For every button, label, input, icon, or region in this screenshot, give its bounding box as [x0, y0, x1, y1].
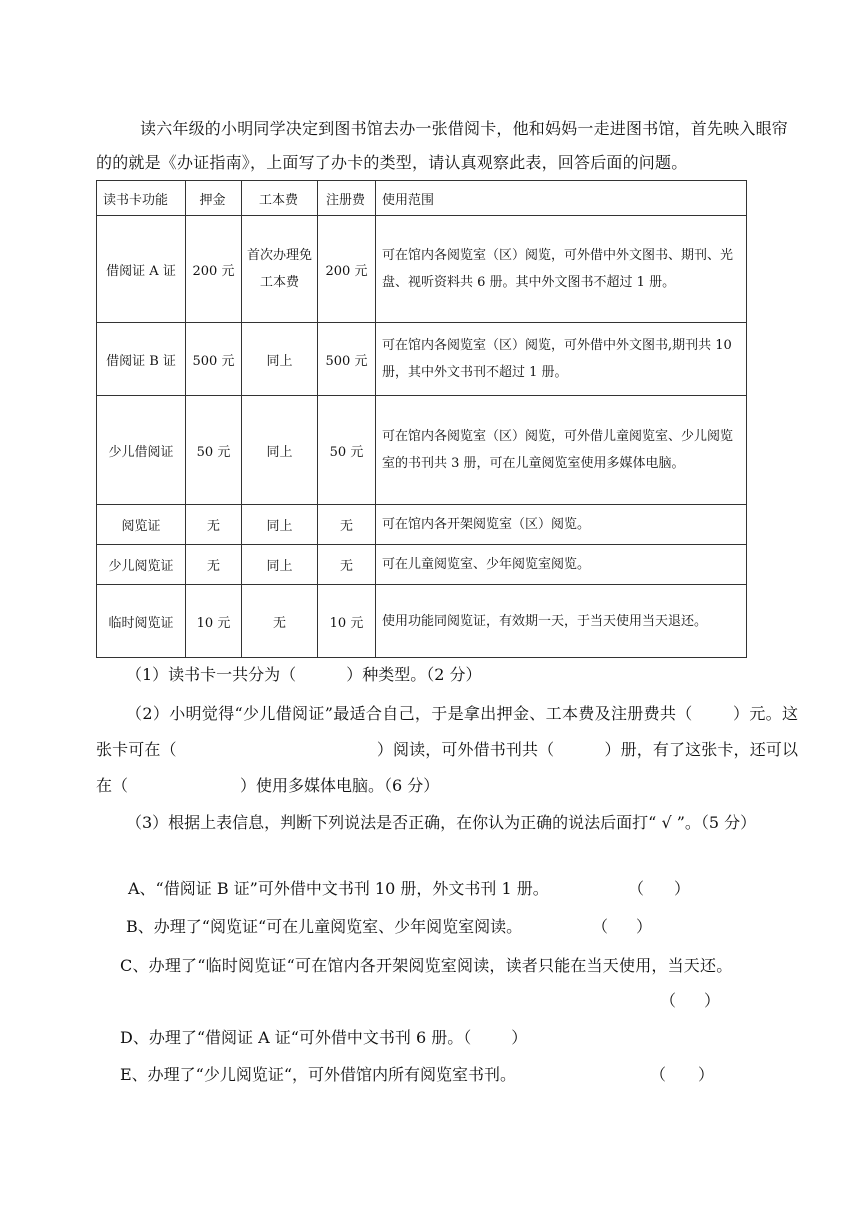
deposit-cell: 200 元: [186, 216, 242, 323]
registration-fee-cell: 无: [318, 545, 376, 585]
option-e-text: E、办理了“少儿阅览证“，可外借馆内所有阅览室书刊。: [120, 1065, 517, 1084]
question-1-text-a: （1）读书卡一共分为（: [126, 665, 297, 684]
usage-scope-cell: 可在馆内各阅览室（区）阅览，可外借儿童阅览室、少儿阅览室的书刊共 3 册，可在儿童阅览室使用多媒体电脑。: [376, 396, 747, 505]
table-row: [97, 323, 747, 396]
option-a-text: A、“借阅证 B 证”可外借中文书刊 10 册，外文书刊 1 册。: [128, 879, 549, 898]
question-2: [96, 696, 798, 804]
question-2-text-b: ）元。这张卡可在（: [96, 704, 798, 759]
card-type-cell: 临时阅览证: [97, 585, 186, 658]
question-2-text-e: ）使用多媒体电脑。（6 分）: [240, 776, 440, 795]
paren-open: （: [628, 879, 645, 898]
option-b: [126, 910, 522, 944]
card-type-cell: 借阅证 A 证: [97, 216, 186, 323]
card-type-cell: 少儿阅览证: [97, 545, 186, 585]
usage-scope-cell: 可在馆内各开架阅览室（区）阅览。: [376, 505, 747, 545]
registration-fee-cell: 无: [318, 505, 376, 545]
card-fee-cell: 同上: [242, 505, 318, 545]
deposit-cell: 500 元: [186, 323, 242, 396]
paren-close: ）: [674, 879, 691, 898]
deposit-cell: 无: [186, 545, 242, 585]
option-b-answer[interactable]: [592, 910, 652, 944]
paren-open: （: [650, 1065, 667, 1084]
option-c: [120, 949, 732, 983]
paren-close: ）: [698, 1065, 715, 1084]
header-deposit: 押金: [186, 181, 242, 216]
header-usage-scope: 使用范围: [376, 181, 747, 216]
option-a: [128, 872, 549, 906]
paren-close: ）: [511, 1028, 528, 1047]
card-fee-cell: 同上: [242, 323, 318, 396]
card-type-cell: 少儿借阅证: [97, 396, 186, 505]
option-c-answer[interactable]: [660, 984, 720, 1018]
option-a-answer[interactable]: [628, 872, 690, 906]
paren-close: ）: [704, 991, 721, 1010]
paren-open: （: [592, 917, 609, 936]
card-fee-cell: 无: [242, 585, 318, 658]
registration-fee-cell: 200 元: [318, 216, 376, 323]
card-fee-cell: 首次办理免工本费: [242, 216, 318, 323]
table-header-row: [97, 181, 747, 216]
card-guide-table: [96, 180, 747, 658]
registration-fee-cell: 50 元: [318, 396, 376, 505]
question-1: [96, 658, 798, 692]
option-b-text: B、办理了“阅览证“可在儿童阅览室、少年阅览室阅读。: [126, 917, 523, 936]
question-2-text-d: ）册，有了这张卡，还可以在（: [96, 740, 798, 795]
usage-scope-cell: 可在馆内各阅览室（区）阅览，可外借中外文图书,期刊共 10 册，其中外文书刊不超过 1 册。: [376, 323, 747, 396]
question-2-text-a: （2）小明觉得“少儿借阅证”最适合自己，于是拿出押金、工本费及注册费共（: [126, 704, 693, 723]
card-type-cell: 借阅证 B 证: [97, 323, 186, 396]
deposit-cell: 10 元: [186, 585, 242, 658]
option-e-answer[interactable]: [650, 1058, 714, 1092]
option-e: [120, 1058, 516, 1092]
registration-fee-cell: 500 元: [318, 323, 376, 396]
question-3: （3）根据上表信息，判断下列说法是否正确，在你认为正确的说法后面打“ √ ”。（5 分）: [126, 813, 757, 832]
table-row: [97, 396, 747, 505]
table-row: [97, 585, 747, 658]
header-card-type: 读书卡功能: [97, 181, 186, 216]
table-row: [97, 545, 747, 585]
registration-fee-cell: 10 元: [318, 585, 376, 658]
question-2-text-c: ）阅读，可外借书刊共（: [376, 740, 555, 759]
paren-close: ）: [636, 917, 653, 936]
option-c-text: C、办理了“临时阅览证“可在馆内各开架阅览室阅读，读者只能在当天使用，当天还。: [120, 956, 733, 975]
option-d-text: D、办理了“借阅证 A 证“可外借中文书刊 6 册。（: [120, 1028, 472, 1047]
usage-scope-cell: 可在儿童阅览室、少年阅览室阅览。: [376, 545, 747, 585]
paren-open: （: [660, 991, 677, 1010]
deposit-cell: 50 元: [186, 396, 242, 505]
usage-scope-cell: 可在馆内各阅览室（区）阅览，可外借中外文图书、期刊、光盘、视听资料共 6 册。其中外文图书不超过 1 册。: [376, 216, 747, 323]
intro-paragraph: 读六年级的小明同学决定到图书馆去办一张借阅卡，他和妈妈一走进图书馆，首先映入眼帘的的就是《办证指南》，上面写了办卡的类型，请认真观察此表，回答后面的问题。: [96, 119, 789, 172]
card-fee-cell: 同上: [242, 545, 318, 585]
header-card-fee: 工本费: [242, 181, 318, 216]
table-row: [97, 216, 747, 323]
header-registration-fee: 注册费: [318, 181, 376, 216]
question-1-text-b: ）种类型。（2 分）: [346, 665, 482, 684]
card-type-cell: 阅览证: [97, 505, 186, 545]
option-d: [120, 1021, 527, 1055]
card-fee-cell: 同上: [242, 396, 318, 505]
table-row: [97, 505, 747, 545]
usage-scope-cell: 使用功能同阅览证，有效期一天，于当天使用当天退还。: [376, 585, 747, 658]
deposit-cell: 无: [186, 505, 242, 545]
